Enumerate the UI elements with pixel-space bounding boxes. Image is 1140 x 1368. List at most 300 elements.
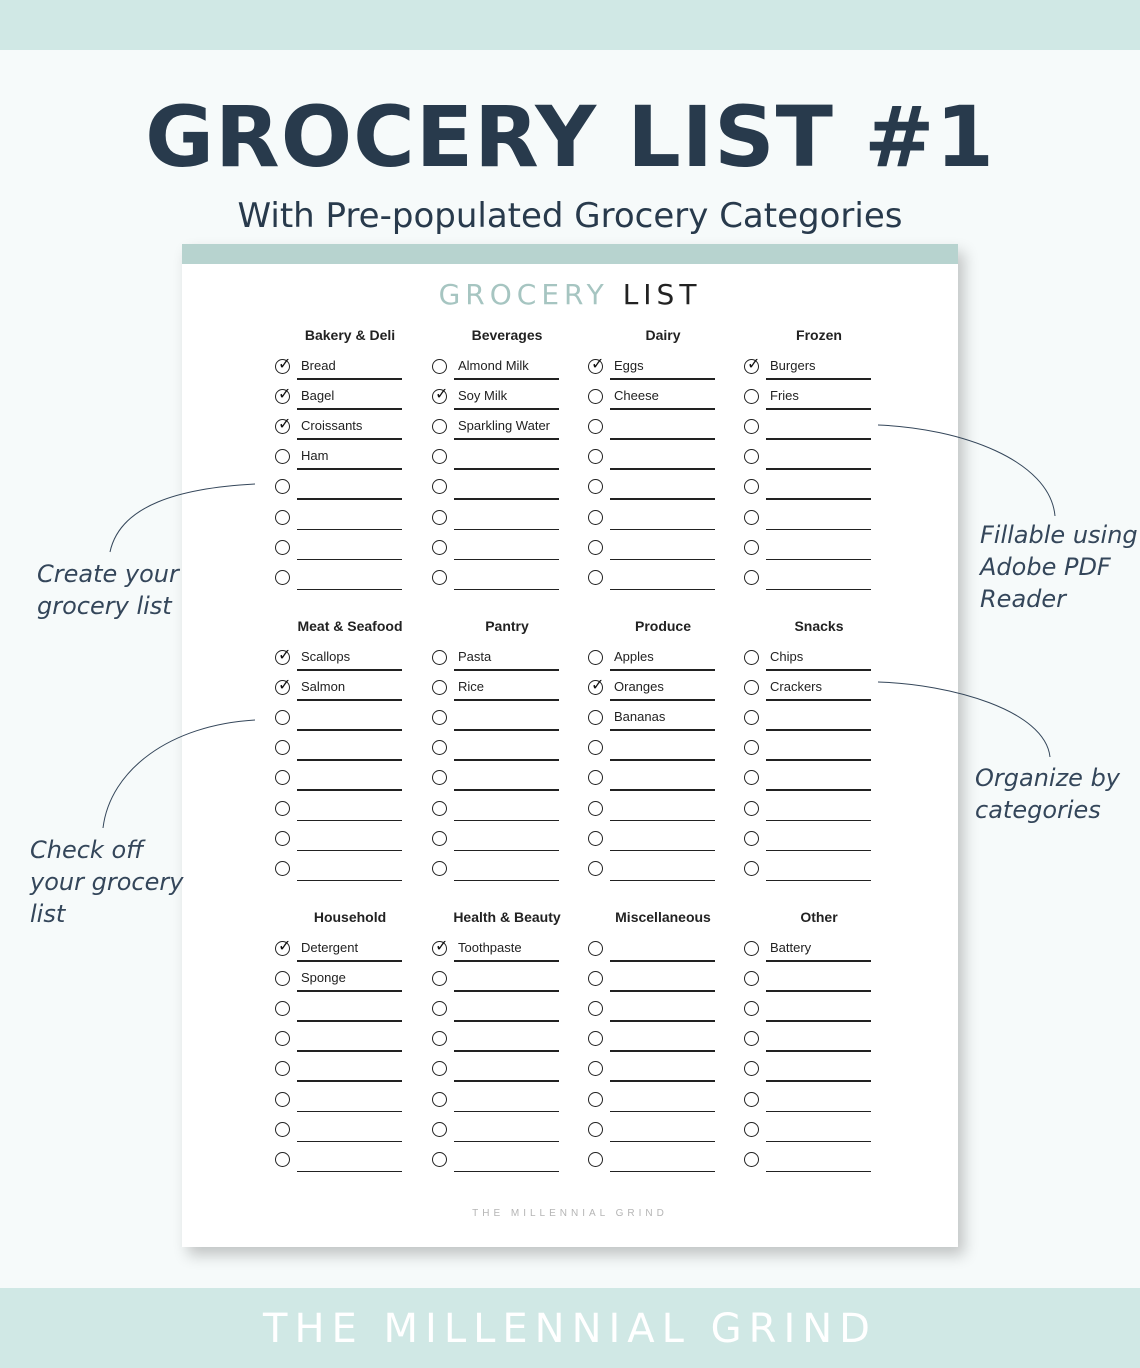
item-underline xyxy=(454,498,559,500)
list-item xyxy=(275,710,425,740)
item-field[interactable]: Burgers xyxy=(770,358,816,373)
checkbox[interactable] xyxy=(588,675,605,695)
list-item xyxy=(588,710,738,740)
checkbox[interactable] xyxy=(275,449,290,464)
checkbox[interactable] xyxy=(432,740,447,755)
checkbox[interactable] xyxy=(275,1031,290,1046)
item-underline xyxy=(454,699,559,701)
item-underline xyxy=(610,1020,715,1022)
list-item xyxy=(432,1152,582,1182)
checkbox[interactable] xyxy=(588,479,603,494)
list-item xyxy=(275,861,425,891)
checkbox[interactable] xyxy=(588,540,603,555)
item-field[interactable]: Cheese xyxy=(614,388,659,404)
item-field[interactable]: Detergent xyxy=(301,940,359,955)
item-underline xyxy=(610,498,715,500)
checkbox[interactable] xyxy=(432,1152,447,1167)
checkbox[interactable] xyxy=(432,710,447,725)
item-underline xyxy=(766,880,871,882)
item-field[interactable]: Oranges xyxy=(614,679,664,695)
list-item xyxy=(744,1092,894,1122)
checkbox[interactable] xyxy=(744,680,759,695)
list-item xyxy=(744,1001,894,1031)
item-underline xyxy=(610,529,715,531)
checkbox[interactable] xyxy=(588,861,603,876)
item-underline xyxy=(454,1080,559,1082)
item-underline xyxy=(766,850,871,852)
checkbox[interactable] xyxy=(588,1061,603,1076)
checkbox[interactable] xyxy=(588,570,603,585)
list-item xyxy=(275,831,425,861)
item-underline xyxy=(454,468,559,470)
item-field[interactable]: Eggs xyxy=(614,358,644,373)
list-item xyxy=(744,540,894,570)
list-item xyxy=(275,540,425,570)
item-field[interactable]: Sparkling Water xyxy=(458,418,550,434)
annotation-organize xyxy=(975,762,1120,826)
checkbox[interactable] xyxy=(275,936,292,956)
category-title: Other xyxy=(800,909,838,925)
checkbox[interactable] xyxy=(744,740,759,755)
item-field[interactable]: Pasta xyxy=(458,649,492,664)
checkbox[interactable] xyxy=(432,419,447,434)
list-item xyxy=(588,1122,738,1152)
list-item xyxy=(432,680,582,710)
item-field[interactable]: Scallops xyxy=(301,649,351,664)
list-item xyxy=(275,740,425,770)
checkbox[interactable] xyxy=(275,971,290,986)
list-item xyxy=(588,801,738,831)
item-field[interactable]: Rice xyxy=(458,679,485,695)
item-underline xyxy=(297,820,402,822)
checkbox[interactable] xyxy=(588,650,603,665)
list-item xyxy=(275,479,425,509)
checkbox[interactable] xyxy=(744,479,759,494)
item-underline xyxy=(297,1111,402,1113)
checkmark-icon: ✓ xyxy=(591,675,605,695)
checkbox[interactable] xyxy=(432,861,447,876)
list-item xyxy=(744,971,894,1001)
checkbox[interactable] xyxy=(744,801,759,816)
checkbox[interactable] xyxy=(588,510,603,525)
item-underline xyxy=(297,1020,402,1022)
checkbox[interactable] xyxy=(275,740,290,755)
list-item xyxy=(744,419,894,449)
list-item xyxy=(275,510,425,540)
category-title: Snacks xyxy=(794,618,844,634)
annotation-line: Create your xyxy=(37,560,179,588)
item-underline xyxy=(766,1080,871,1082)
item-underline xyxy=(766,729,871,731)
checkbox[interactable] xyxy=(432,831,447,846)
checkbox[interactable] xyxy=(744,831,759,846)
item-underline xyxy=(610,1080,715,1082)
checkmark-icon: ✓ xyxy=(278,645,292,664)
list-item xyxy=(432,1092,582,1122)
list-item xyxy=(588,675,738,710)
checkbox[interactable] xyxy=(275,1122,290,1137)
list-item xyxy=(432,1031,582,1061)
item-field[interactable]: Apples xyxy=(614,649,654,664)
sheet-header-band xyxy=(182,244,958,264)
list-item xyxy=(588,449,738,479)
item-underline xyxy=(297,699,402,701)
checkbox[interactable] xyxy=(275,384,292,404)
checkbox[interactable] xyxy=(744,941,759,956)
checkbox[interactable] xyxy=(275,1152,290,1167)
checkbox[interactable] xyxy=(588,1122,603,1137)
item-underline xyxy=(766,1020,871,1022)
checkbox[interactable] xyxy=(588,941,603,956)
item-underline xyxy=(297,468,402,470)
item-underline xyxy=(297,669,402,671)
list-item xyxy=(275,449,425,479)
list-item xyxy=(275,971,425,1001)
list-item xyxy=(432,359,582,389)
item-underline xyxy=(297,529,402,531)
checkbox[interactable] xyxy=(744,389,759,404)
list-item xyxy=(275,770,425,800)
item-underline xyxy=(454,669,559,671)
checkbox[interactable] xyxy=(744,570,759,585)
list-item xyxy=(588,570,738,600)
list-item xyxy=(744,1152,894,1182)
checkbox[interactable] xyxy=(432,359,447,374)
item-underline xyxy=(610,669,715,671)
list-item xyxy=(744,941,894,971)
list-item xyxy=(744,479,894,509)
list-item xyxy=(432,1122,582,1152)
list-item xyxy=(432,770,582,800)
checkbox[interactable] xyxy=(275,354,292,374)
checkbox[interactable] xyxy=(275,770,290,785)
list-item xyxy=(275,645,425,680)
item-underline xyxy=(454,408,559,410)
item-underline xyxy=(297,1050,402,1052)
checkbox[interactable] xyxy=(432,540,447,555)
checkbox[interactable] xyxy=(744,449,759,464)
category-title: Beverages xyxy=(471,327,543,343)
category-title: Household xyxy=(313,909,387,925)
checkbox[interactable] xyxy=(275,540,290,555)
checkbox[interactable] xyxy=(588,1031,603,1046)
checkbox[interactable] xyxy=(588,1152,603,1167)
checkbox[interactable] xyxy=(744,1092,759,1107)
item-underline xyxy=(454,990,559,992)
checkbox[interactable] xyxy=(275,645,292,665)
list-item xyxy=(588,540,738,570)
checkbox[interactable] xyxy=(432,680,447,695)
checkbox[interactable] xyxy=(432,479,447,494)
annotation-line: Fillable using xyxy=(980,521,1138,549)
list-item xyxy=(432,710,582,740)
checkbox[interactable] xyxy=(744,1122,759,1137)
item-underline xyxy=(766,759,871,761)
checkbox[interactable] xyxy=(275,510,290,525)
checkbox[interactable] xyxy=(432,1031,447,1046)
item-underline xyxy=(454,960,559,962)
item-field[interactable]: Salmon xyxy=(301,679,346,695)
checkbox[interactable] xyxy=(588,740,603,755)
category-title: Miscellaneous xyxy=(615,909,711,925)
annotation-line: Adobe PDF xyxy=(980,553,1111,581)
list-item xyxy=(588,1001,738,1031)
checkbox[interactable] xyxy=(275,479,290,494)
list-item xyxy=(588,1152,738,1182)
category-title: Bakery & Deli xyxy=(304,327,396,343)
checkbox[interactable] xyxy=(744,971,759,986)
list-item xyxy=(432,510,582,540)
item-underline xyxy=(610,438,715,440)
list-item xyxy=(588,479,738,509)
item-underline xyxy=(766,529,871,531)
item-underline xyxy=(297,1171,402,1173)
item-underline xyxy=(766,789,871,791)
checkbox[interactable] xyxy=(744,770,759,785)
checkbox[interactable] xyxy=(275,831,290,846)
checkbox[interactable] xyxy=(432,510,447,525)
item-underline xyxy=(454,378,559,380)
item-underline xyxy=(297,378,402,380)
list-item xyxy=(275,1092,425,1122)
item-field[interactable]: Toothpaste xyxy=(458,940,522,955)
checkbox[interactable] xyxy=(432,1061,447,1076)
item-underline xyxy=(454,1171,559,1173)
list-item xyxy=(744,1031,894,1061)
checkbox[interactable] xyxy=(275,414,292,434)
list-item xyxy=(432,479,582,509)
item-underline xyxy=(297,960,402,962)
item-underline xyxy=(297,589,402,591)
list-item xyxy=(432,1001,582,1031)
item-field[interactable]: Fries xyxy=(770,388,799,404)
item-field[interactable]: Almond Milk xyxy=(458,358,529,373)
list-item xyxy=(744,1122,894,1152)
checkbox[interactable] xyxy=(432,936,449,956)
checkbox[interactable] xyxy=(588,1001,603,1016)
checkbox[interactable] xyxy=(744,861,759,876)
list-item xyxy=(275,570,425,600)
checkbox[interactable] xyxy=(432,570,447,585)
checkbox[interactable] xyxy=(275,710,290,725)
item-field[interactable]: Battery xyxy=(770,940,812,955)
checkbox[interactable] xyxy=(588,801,603,816)
item-underline xyxy=(297,880,402,882)
item-field[interactable]: Croissants xyxy=(301,418,363,434)
list-item xyxy=(588,941,738,971)
item-underline xyxy=(766,820,871,822)
list-item xyxy=(744,449,894,479)
checkbox[interactable] xyxy=(744,510,759,525)
annotation-fillable xyxy=(980,519,1138,615)
item-underline xyxy=(766,498,871,500)
list-item xyxy=(588,419,738,449)
list-item xyxy=(588,770,738,800)
item-underline xyxy=(297,1141,402,1143)
list-item xyxy=(588,1061,738,1091)
item-underline xyxy=(454,1020,559,1022)
item-underline xyxy=(766,1171,871,1173)
item-underline xyxy=(766,990,871,992)
checkmark-icon: ✓ xyxy=(747,354,761,373)
list-item xyxy=(432,540,582,570)
checkbox[interactable] xyxy=(744,354,761,374)
checkbox[interactable] xyxy=(588,770,603,785)
checkmark-icon: ✓ xyxy=(435,384,449,404)
list-item xyxy=(275,414,425,449)
grocery-sheet xyxy=(182,244,958,1247)
sheet-title-list: LIST xyxy=(622,278,702,311)
checkbox[interactable] xyxy=(588,419,603,434)
annotation-line: list xyxy=(30,900,66,928)
item-underline xyxy=(454,1141,559,1143)
list-item xyxy=(275,1061,425,1091)
list-item xyxy=(432,861,582,891)
checkbox[interactable] xyxy=(588,389,603,404)
list-item xyxy=(275,1031,425,1061)
annotation-check xyxy=(30,834,183,930)
list-item xyxy=(588,389,738,419)
annotation-create xyxy=(37,558,179,622)
list-item xyxy=(275,936,425,971)
item-underline xyxy=(766,669,871,671)
checkbox[interactable] xyxy=(275,1092,290,1107)
annotation-line: Reader xyxy=(980,585,1067,613)
item-field[interactable]: Ham xyxy=(301,448,329,464)
checkbox[interactable] xyxy=(744,540,759,555)
item-underline xyxy=(454,1050,559,1052)
list-item xyxy=(432,650,582,680)
checkbox[interactable] xyxy=(744,1061,759,1076)
checkbox[interactable] xyxy=(275,861,290,876)
list-item xyxy=(588,971,738,1001)
checkmark-icon: ✓ xyxy=(591,354,605,373)
item-underline xyxy=(610,378,715,380)
item-underline xyxy=(610,699,715,701)
item-underline xyxy=(766,589,871,591)
checkbox[interactable] xyxy=(744,1031,759,1046)
item-underline xyxy=(297,559,402,561)
list-item xyxy=(432,740,582,770)
item-underline xyxy=(766,408,871,410)
checkbox[interactable] xyxy=(275,1061,290,1076)
item-underline xyxy=(610,729,715,731)
list-item xyxy=(432,831,582,861)
item-field[interactable]: Bananas xyxy=(614,709,666,725)
checkbox[interactable] xyxy=(432,770,447,785)
list-item xyxy=(432,449,582,479)
sheet-title-grocery: GROCERY xyxy=(438,278,609,311)
annotation-line: your grocery xyxy=(30,868,184,896)
list-item xyxy=(432,971,582,1001)
item-underline xyxy=(610,850,715,852)
checkbox[interactable] xyxy=(432,650,447,665)
checkbox[interactable] xyxy=(432,801,447,816)
checkbox[interactable] xyxy=(588,971,603,986)
top-band xyxy=(0,0,1140,50)
item-field[interactable]: Sponge xyxy=(301,970,346,986)
annotation-line: Organize by xyxy=(975,764,1121,792)
list-item xyxy=(432,801,582,831)
list-item xyxy=(588,1092,738,1122)
list-item xyxy=(275,801,425,831)
checkbox[interactable] xyxy=(432,971,447,986)
item-underline xyxy=(297,408,402,410)
checkbox[interactable] xyxy=(588,710,603,725)
item-underline xyxy=(610,1171,715,1173)
checkmark-icon: ✓ xyxy=(278,384,292,404)
item-underline xyxy=(610,759,715,761)
category-title: Frozen xyxy=(796,327,842,343)
item-underline xyxy=(766,1141,871,1143)
list-item xyxy=(588,354,738,389)
page-title: GROCERY LIST #1 xyxy=(145,88,995,186)
item-field[interactable]: Bagel xyxy=(301,388,335,404)
annotation-line: Check off xyxy=(30,836,144,864)
annotation-line: grocery list xyxy=(37,592,172,620)
item-underline xyxy=(297,850,402,852)
item-field[interactable]: Bread xyxy=(301,358,336,373)
item-underline xyxy=(454,438,559,440)
item-underline xyxy=(454,729,559,731)
item-underline xyxy=(297,789,402,791)
checkbox[interactable] xyxy=(588,1092,603,1107)
checkbox[interactable] xyxy=(432,1001,447,1016)
item-field[interactable]: Chips xyxy=(770,649,804,664)
list-item xyxy=(588,740,738,770)
list-item xyxy=(275,1122,425,1152)
checkbox[interactable] xyxy=(744,1001,759,1016)
item-underline xyxy=(766,468,871,470)
item-underline xyxy=(454,880,559,882)
item-underline xyxy=(610,408,715,410)
list-item xyxy=(744,770,894,800)
checkbox[interactable] xyxy=(275,570,290,585)
list-item xyxy=(275,1001,425,1031)
checkbox[interactable] xyxy=(275,675,292,695)
checkbox[interactable] xyxy=(744,1152,759,1167)
checkbox[interactable] xyxy=(432,1122,447,1137)
checkbox[interactable] xyxy=(275,801,290,816)
checkbox[interactable] xyxy=(275,1001,290,1016)
checkmark-icon: ✓ xyxy=(278,675,292,695)
checkbox[interactable] xyxy=(744,650,759,665)
item-field[interactable]: Crackers xyxy=(770,679,823,695)
item-underline xyxy=(766,1111,871,1113)
item-underline xyxy=(454,1111,559,1113)
list-item xyxy=(275,1152,425,1182)
checkbox[interactable] xyxy=(432,1092,447,1107)
item-underline xyxy=(610,1141,715,1143)
checkbox[interactable] xyxy=(432,449,447,464)
item-field[interactable]: Soy Milk xyxy=(458,388,508,404)
checkbox[interactable] xyxy=(432,384,449,404)
list-item xyxy=(588,1031,738,1061)
list-item xyxy=(744,680,894,710)
item-underline xyxy=(610,990,715,992)
checkbox[interactable] xyxy=(588,449,603,464)
item-underline xyxy=(297,498,402,500)
item-underline xyxy=(297,990,402,992)
checkbox[interactable] xyxy=(588,831,603,846)
checkbox[interactable] xyxy=(744,419,759,434)
item-underline xyxy=(454,589,559,591)
list-item xyxy=(744,1061,894,1091)
category-title: Health & Beauty xyxy=(453,909,561,925)
checkbox[interactable] xyxy=(588,354,605,374)
checkbox[interactable] xyxy=(744,710,759,725)
checkmark-icon: ✓ xyxy=(278,936,292,955)
